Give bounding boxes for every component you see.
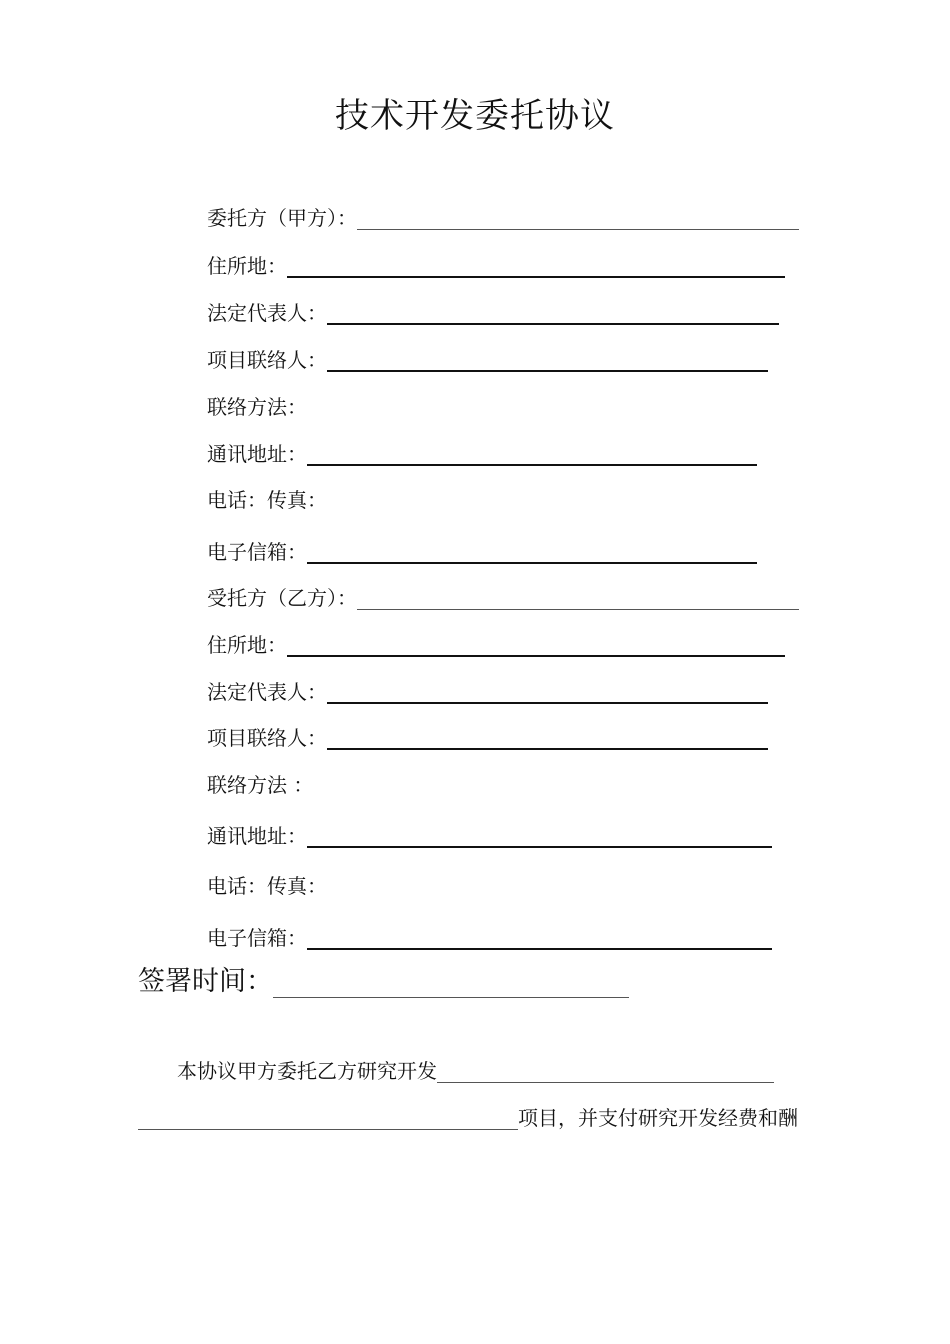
party-a-legal-rep-label: 法定代表人： (207, 301, 327, 325)
party-b-email-field[interactable] (307, 926, 772, 950)
party-a-legal-rep-row (207, 295, 779, 325)
party-a-heading-row (207, 200, 799, 230)
party-a-legal-rep-field[interactable] (327, 301, 779, 325)
agreement-body-line-2 (138, 1100, 798, 1130)
party-b-phone-fax-row (207, 868, 327, 898)
project-name-field[interactable] (437, 1060, 774, 1083)
party-b-contact-label: 项目联络人： (207, 726, 327, 750)
party-b-legal-rep-label: 法定代表人： (207, 680, 327, 704)
party-a-contact-method-row (207, 389, 307, 419)
party-a-name-field[interactable] (357, 207, 799, 230)
party-a-address-label: 住所地： (207, 254, 287, 278)
party-a-email-label: 电子信箱： (207, 540, 307, 564)
party-a-address-field[interactable] (287, 254, 785, 278)
party-a-contact-method-label: 联络方法： (207, 395, 307, 419)
party-a-address-row (207, 248, 785, 278)
party-a-mail-address-label: 通讯地址： (207, 442, 307, 466)
party-b-address-row (207, 627, 785, 657)
party-b-contact-method-label: 联络方法 ： (207, 773, 314, 797)
party-a-mail-address-row (207, 436, 757, 466)
signing-date-field[interactable] (273, 971, 629, 998)
party-a-email-field[interactable] (307, 540, 757, 564)
party-a-contact-label: 项目联络人： (207, 348, 327, 372)
party-b-contact-row (207, 720, 768, 750)
document-title: 技术开发委托协议 (335, 96, 615, 136)
agreement-body-text-2: 项目，并支付研究开发经费和酬 (518, 1106, 798, 1130)
party-b-legal-rep-field[interactable] (327, 680, 768, 704)
party-b-heading-row (207, 580, 799, 610)
party-b-email-row (207, 920, 772, 950)
party-a-heading: 委托方（甲方）： (207, 206, 357, 230)
party-a-email-row (207, 534, 757, 564)
party-b-email-label: 电子信箱： (207, 926, 307, 950)
agreement-body-text-1: 本协议甲方委托乙方研究开发 (177, 1059, 437, 1083)
signing-date-label: 签署时间： (138, 966, 273, 997)
party-b-legal-rep-row (207, 674, 768, 704)
party-b-contact-method-row (207, 767, 313, 797)
party-b-mail-address-label: 通讯地址： (207, 824, 307, 848)
party-b-address-label: 住所地： (207, 633, 287, 657)
party-b-contact-field[interactable] (327, 726, 768, 750)
party-b-address-field[interactable] (287, 633, 785, 657)
party-a-contact-row (207, 342, 768, 372)
party-a-phone-fax-row (207, 482, 327, 512)
party-b-mail-address-row (207, 818, 772, 848)
signing-date-row (138, 960, 629, 998)
party-b-mail-address-field[interactable] (307, 824, 772, 848)
party-b-name-field[interactable] (357, 587, 799, 610)
party-a-mail-address-field[interactable] (307, 442, 757, 466)
party-a-phone-fax-label: 电话：传真： (207, 488, 327, 512)
party-b-phone-fax-label: 电话：传真： (207, 874, 327, 898)
party-b-heading: 受托方（乙方）： (207, 586, 357, 610)
project-name-field-continued[interactable] (138, 1107, 518, 1130)
agreement-body-line-1 (177, 1053, 774, 1083)
party-a-contact-field[interactable] (327, 348, 768, 372)
